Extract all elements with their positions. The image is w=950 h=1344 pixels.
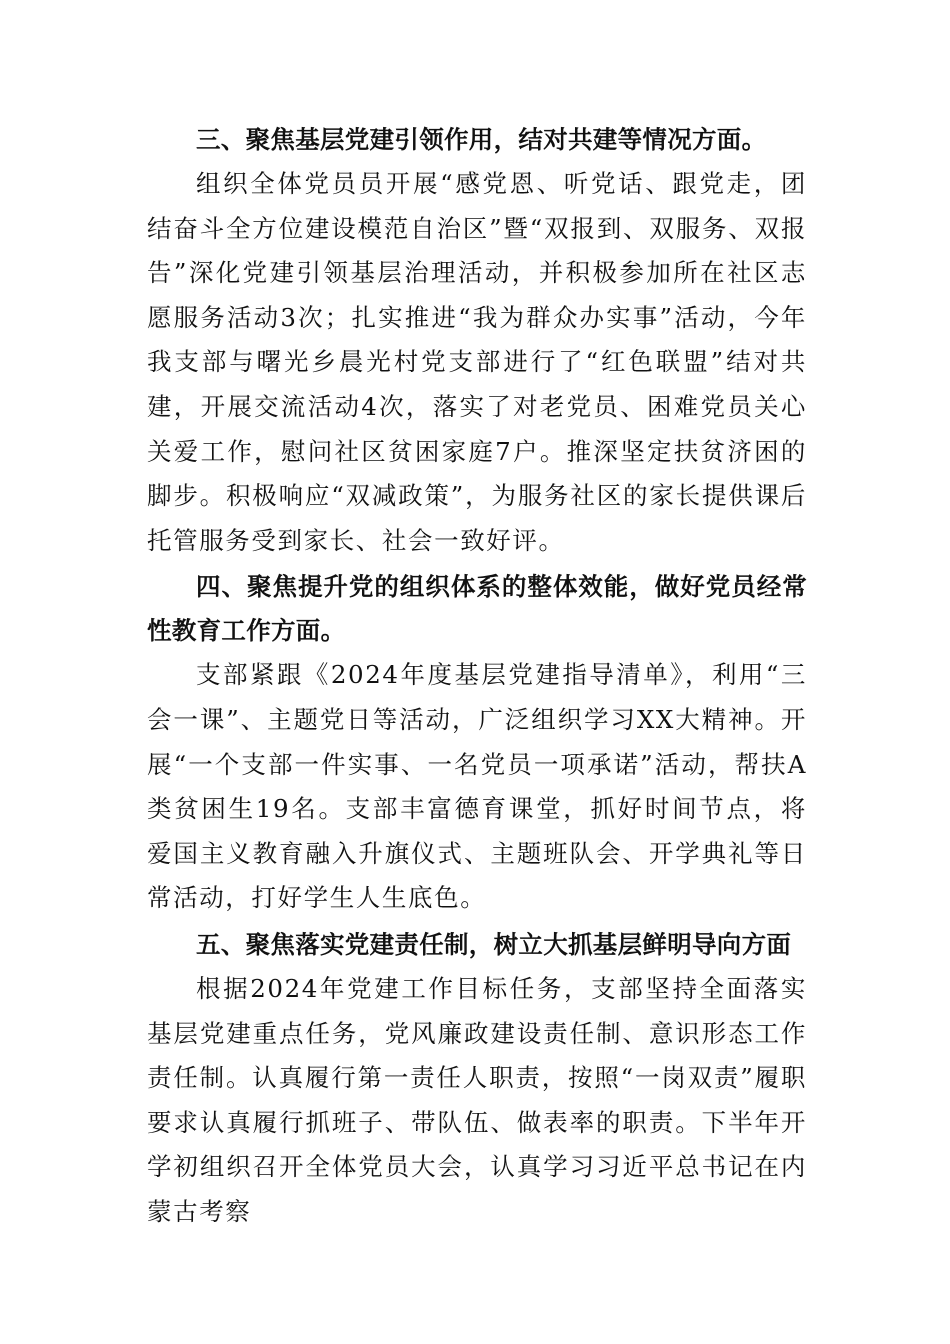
section-body-5: 根据2024年党建工作目标任务，支部坚持全面落实基层党建重点任务，党风廉政建设责任制、意识形态工作责任制。认真履行第一责任人职责，按照“一岗双责”履职要求认真履行抓班子、带队伍、做表率的职责。下半年开学初组织召开全体党员大会，认真学习习近平总书记在内蒙古考察 — [147, 973, 807, 1226]
section-body-3: 组织全体党员员开展“感党恩、听党话、跟党走，团结奋斗全方位建设模范自治区”暨“双报到、双服务、双报告”深化党建引领基层治理活动，并积极参加所在社区志愿服务活动3次；扎实推进“我为群众办实事”活动，今年我支部与曙光乡晨光村党支部进行了“红色联盟”结对共建，开展交流活动4次，落实了对老党员、困难党员关心关爱工作，慰问社区贫困家庭7户。推深坚定扶贫济困的脚步。积极响应“双减政策”，为服务社区的家长提供课后托管服务受到家长、社会一致好评。 — [147, 169, 807, 555]
section-body-4: 支部紧跟《2024年度基层党建指导清单》，利用“三会一课”、主题党日等活动，广泛组织学习XX大精神。开展“一个支部一件实事、一名党员一项承诺”活动，帮扶A类贫困生19名。支部丰富德育课堂，抓好时间节点，将爱国主义教育融入升旗仪式、主题班队会、开学典礼等日常活动，打好学生人生底色。 — [147, 660, 807, 913]
document-page — [147, 118, 807, 1234]
section-heading-3: 三、聚焦基层党建引领作用，结对共建等情况方面。 — [196, 125, 767, 154]
section-heading-5: 五、聚焦落实党建责任制，树立大抓基层鲜明导向方面 — [196, 929, 792, 959]
section-heading-4: 四、聚焦提升党的组织体系的整体效能，做好党员经常性教育工作方面。 — [147, 572, 807, 646]
